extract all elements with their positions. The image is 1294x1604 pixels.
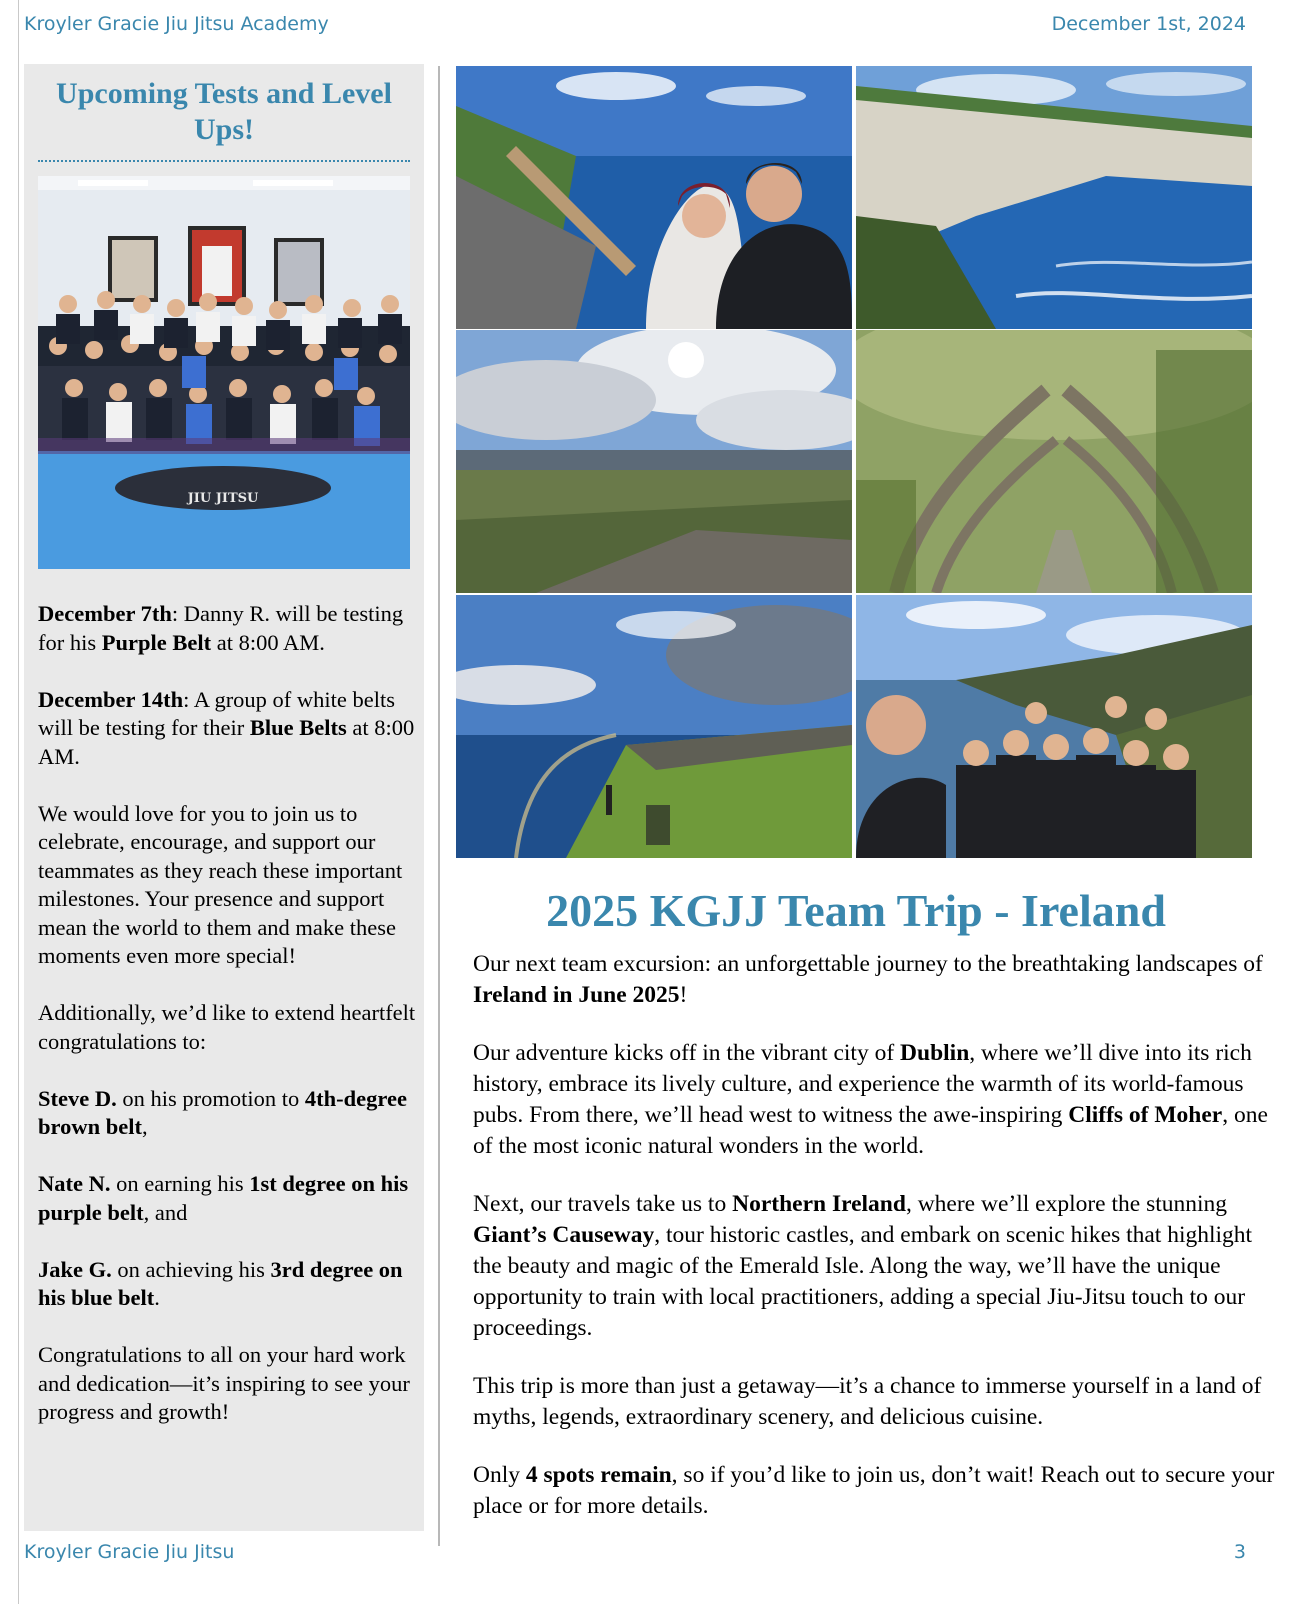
page-edge — [18, 0, 19, 1604]
sidebar-title: Upcoming Tests and Level Ups! — [56, 77, 392, 146]
congrats-intro: Additionally, we’d like to extend heartfelt congratulations to: — [38, 1000, 416, 1054]
footer-academy-name: Kroyler Gracie Jiu Jitsu — [24, 1541, 235, 1563]
test-text: : A group of white belts will be testing for their — [38, 686, 396, 740]
team-photo — [38, 176, 410, 569]
ireland-photo-gallery — [456, 66, 1252, 858]
sidebar-divider — [38, 160, 410, 162]
article-paragraph-intro — [473, 949, 1281, 1011]
photo-group-selfie-cliffs — [856, 595, 1252, 858]
article-paragraph-getaway: This trip is more than just a getaway—it’s a chance to immerse yourself in a land of myths, legends, extraordinary scenery, and delicious cuisine. — [473, 1373, 1262, 1430]
header-academy-name: Kroyler Gracie Jiu Jitsu Academy — [24, 13, 329, 35]
test-time: at 8:00 AM. — [211, 629, 325, 655]
emphasis: Ireland in June 2025 — [473, 982, 680, 1008]
belt-name: Blue Belts — [249, 715, 347, 740]
article-paragraph-spots — [473, 1460, 1281, 1522]
photo-sunlit-clouds-landscape — [456, 330, 852, 593]
article-title: 2025 KGJJ Team Trip - Ireland — [546, 885, 1166, 936]
belt-name: Purple Belt — [101, 629, 212, 655]
text: Our adventure kicks off in the vibrant city of — [473, 1040, 901, 1066]
mat-logo-text: JIU JITSU — [187, 491, 259, 506]
emphasis: Northern Ireland — [732, 1191, 906, 1217]
promotion-text: on his promotion to — [116, 1085, 305, 1111]
promotion-text: on achieving his — [111, 1256, 271, 1282]
test-item-december-14 — [38, 686, 416, 772]
rank-name: 3rd degree on his blue belt — [38, 1256, 403, 1310]
punctuation: . — [154, 1285, 160, 1310]
article-body — [473, 949, 1281, 1549]
text: Only — [473, 1462, 526, 1488]
test-text: : Danny R. will be testing for his — [38, 601, 404, 655]
sidebar-body — [38, 600, 416, 1455]
promotion-jake — [38, 1256, 416, 1313]
page-number: 3 — [1233, 1541, 1246, 1563]
test-time: at 8:00 AM. — [38, 715, 415, 769]
member-name: Nate N. — [38, 1171, 111, 1196]
sidebar — [24, 64, 424, 1531]
emphasis: 4 spots remain — [525, 1462, 672, 1488]
text: Next, our travels take us to — [473, 1191, 733, 1217]
article-paragraph-dublin — [473, 1038, 1281, 1162]
promotion-steve — [38, 1085, 416, 1142]
closing-paragraph: Congratulations to all on your hard work and dedication—it’s inspiring to see your progress and growth! — [38, 1342, 410, 1424]
invite-paragraph: We would love for you to join us to celebrate, encourage, and support our teammates as they reach these important milestones. Your presence and support mean the world to them and make these moments even more special! — [38, 800, 403, 968]
photo-rainbow-cliff-top — [456, 595, 852, 858]
promotion-nate — [38, 1170, 416, 1227]
test-date: December 7th — [38, 601, 172, 626]
photo-couple-selfie-coast — [456, 66, 852, 329]
test-item-december-7 — [38, 600, 416, 657]
punctuation: , — [141, 1114, 148, 1139]
article-paragraph-northern-ireland — [473, 1189, 1281, 1344]
rank-name: 1st degree on his purple belt — [38, 1171, 409, 1225]
text: , so if you’d like to join us, don’t wait! Reach out to secure your place or for more details. — [473, 1462, 1275, 1519]
text: , where we’ll dive into its rich history, embrace its lively culture, and experience the warmth of its world-famous pubs. From there, we’ll head west to witness the awe-inspiring — [473, 1040, 1252, 1128]
text: , one of the most iconic natural wonders in the world. — [473, 1102, 1268, 1159]
test-date: December 14th — [38, 686, 184, 712]
text: Our next team excursion: an unforgettable journey to the breathtaking landscapes of — [473, 951, 1263, 977]
text: , tour historic castles, and embark on scenic hikes that highlight the beauty and magic of the Emerald Isle. Along the way, we’ll have the unique opportunity to train with local practitioners, adding a special Jiu-Jitsu touch to our proceedings. — [473, 1222, 1253, 1341]
rank-name: 4th-degree brown belt — [38, 1085, 407, 1139]
header-date: December 1st, 2024 — [1051, 13, 1246, 35]
member-name: Steve D. — [38, 1085, 117, 1111]
photo-dark-hedges-trees — [856, 330, 1252, 593]
emphasis: Dublin — [900, 1040, 970, 1066]
emphasis: Cliffs of Moher — [1068, 1102, 1223, 1128]
photo-coastal-cliffs — [856, 66, 1252, 329]
punctuation: , and — [143, 1199, 188, 1225]
promotion-text: on earning his — [110, 1171, 250, 1196]
column-divider — [438, 66, 440, 1546]
text: , where we’ll explore the stunning — [905, 1191, 1228, 1217]
text: ! — [679, 982, 688, 1008]
emphasis: Giant’s Causeway — [473, 1222, 655, 1248]
member-name: Jake G. — [38, 1256, 112, 1282]
